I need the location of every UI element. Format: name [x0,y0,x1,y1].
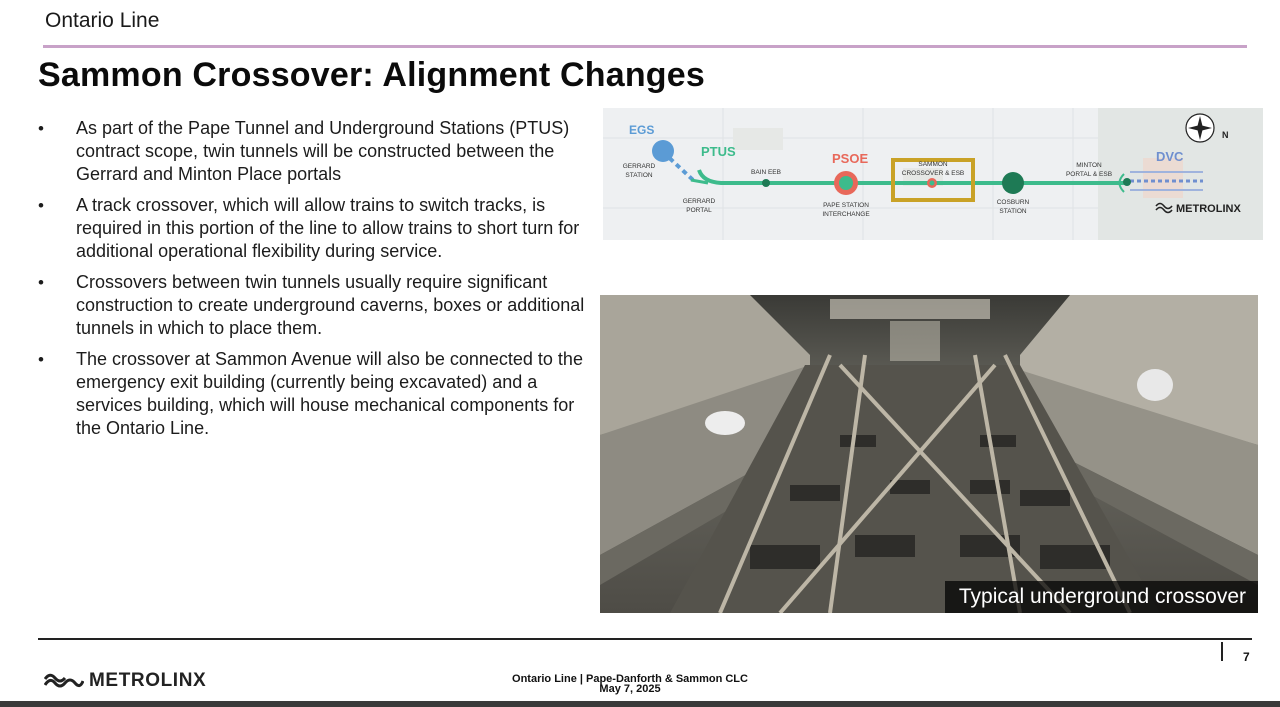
cosburn-label: STATION [999,208,1027,215]
cosburn-station-marker [1002,172,1024,194]
bain-eeb-marker [762,179,770,187]
page-number: 7 [1243,650,1250,664]
sammon-label: SAMMON [918,161,948,168]
egs-station-marker [652,140,674,162]
minton-label: PORTAL & ESB [1065,171,1113,178]
ptus-label: PTUS [701,144,736,159]
bullet-list [38,117,593,448]
dvc-label: DVC [1156,149,1184,164]
bottom-bar [0,701,1280,707]
footer-divider [38,638,1252,640]
egs-label: EGS [629,123,655,137]
minton-label: MINTON [1076,162,1102,169]
minton-portal-marker [1123,178,1131,186]
crossover-photo [600,295,1258,613]
gerrard-station-label: STATION [625,172,653,179]
cosburn-label: COSBURN [996,199,1030,206]
alignment-map [603,108,1263,240]
pape-label: INTERCHANGE [822,211,870,218]
page-title: Sammon Crossover: Alignment Changes [38,56,705,94]
photo-caption: Typical underground crossover [945,581,1258,613]
bullet-item: • The crossover at Sammon Avenue will also be connected to the emergency exit building (currently being excavated) and a services building, which will house mechanical components for the Ontario Line. [38,348,593,440]
footer-date: May 7, 2025 [599,683,661,695]
sammon-label: CROSSOVER & ESB [901,170,965,177]
gerrard-portal-label: PORTAL [686,207,712,214]
bullet-item: • As part of the Pape Tunnel and Underground Stations (PTUS) contract scope, twin tunnels will be constructed between the Gerrard and Minton Place portals [38,117,593,186]
header-divider [43,45,1247,48]
section-kicker: Ontario Line [45,9,160,32]
psoe-label: PSOE [832,151,869,166]
page-number-tick [1221,642,1223,661]
svg-text:METROLINX: METROLINX [1176,203,1241,215]
pape-label: PAPE STATION [823,202,869,209]
metrolinx-logo-icon [44,673,84,689]
bullet-item: • Crossovers between twin tunnels usually require significant construction to create underground caverns, boxes or additional tunnels in which to place them. [38,271,593,340]
north-label: N [1222,130,1229,140]
footer-logo-text: METROLINX [89,670,207,691]
gerrard-station-label: GERRARD [622,163,656,170]
footer-logo [44,670,206,692]
footer-info [500,674,760,694]
gerrard-portal-label: GERRARD [682,198,716,205]
footer-title: Ontario Line | Pape-Danforth & Sammon CLC [512,673,748,685]
bain-label: BAIN EEB [751,169,781,176]
bullet-item: • A track crossover, which will allow trains to switch tracks, is required in this portion of the line to allow trains to short turn for additional operational flexibility during service. [38,194,593,263]
